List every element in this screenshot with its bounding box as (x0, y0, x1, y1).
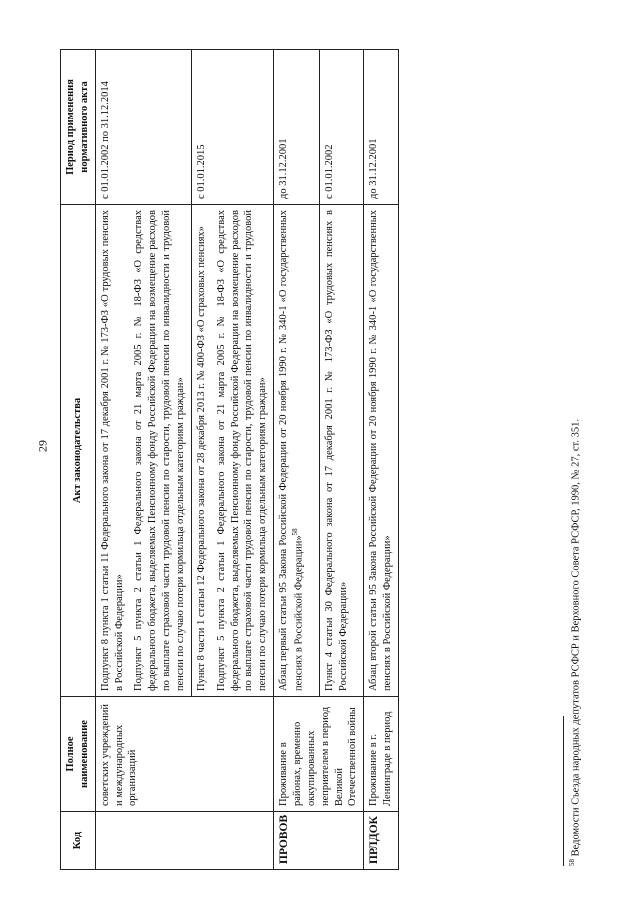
name-cell: Проживание в г. Ленинграде в период (364, 697, 399, 812)
act-text: Пункт 8 части 1 статьи 12 Федерального закона от 28 декабря 2013 г. № 400-ФЗ «О страховых пенсиях» (195, 226, 207, 691)
period-cell: до 31.12.2001 (364, 50, 399, 205)
act-cell (274, 205, 320, 697)
legislation-table (60, 49, 399, 870)
name-cell: советских учреждений и международных организаций (95, 697, 273, 812)
header-full-name: Полное наименование (61, 697, 96, 812)
code-cell (95, 812, 273, 870)
rotated-page-content (60, 50, 600, 870)
name-cell: Проживание в районах, временно оккупированных неприятелем в период Великой Отечественной войны (274, 697, 364, 812)
act-cell (364, 205, 399, 697)
act-cell (191, 205, 273, 697)
code-cell: ПРОВОВ (274, 812, 364, 870)
period-cell: с 01.01.2015 (191, 50, 273, 205)
act-text: Пункт 4 статьи 30 Федерального закона от 17 декабря 2001 г. № 173-ФЗ «О трудовых пенсиях в Российской Федерации» (324, 210, 350, 691)
page-number: 29 (35, 440, 50, 452)
footnote-ref: 58 (291, 528, 300, 536)
table-row (274, 50, 320, 870)
table-row (364, 50, 399, 870)
act-text: Абзац второй статьи 95 Закона Российской Федерации от 20 ноября 1990 г. № 340-1 «О государственных пенсиях в Российской Федерации» (368, 210, 394, 691)
header-act: Акт законодательства (61, 205, 96, 697)
footnote-divider (563, 716, 564, 866)
period-cell: до 31.12.2001 (274, 50, 320, 205)
act-text: Подпункт 5 пункта 2 статьи 1 Федерального закона от 21 марта 2005 г. № 18-ФЗ «О средствах федерального бюджета, выделяемых Пенсионному фонду Российской Федерации на возмещение расходов по выплате страховой части трудовой пенсии по старости, трудовой пенсии по инвалидности и трудовой пенсии по случаю потери кормильца отдельным категориям граждан» (215, 210, 269, 691)
footnote-number: 58 (568, 859, 576, 866)
header-code: Код (61, 812, 96, 870)
period-cell: с 01.01.2002 по 31.12.2014 (95, 50, 191, 205)
header-period: Период применения нормативного акта (61, 50, 96, 205)
act-cell (95, 205, 191, 697)
code-cell: ПРЛДОК (364, 812, 399, 870)
act-text: Подпункт 8 пункта 1 статьи 11 Федерального закона от 17 декабря 2001 г. № 173-ФЗ «О трудовых пенсиях в Российской Федерации» (99, 210, 125, 691)
footnote-text: Ведомости Съезда народных депутатов РСФСР и Верховного Совета РСФСР, 1990, № 27, ст. 351. (570, 419, 582, 857)
table-header-row (61, 50, 96, 870)
act-text: Подпункт 5 пункта 2 статьи 1 Федерального закона от 21 марта 2005 г. № 18-ФЗ «О средствах федерального бюджета, выделяемых Пенсионному фонду Российской Федерации на возмещение расходов по выплате страховой части трудовой пенсии по старости, трудовой пенсии по инвалидности и трудовой пенсии по случаю потери кормильца отдельным категориям граждан» (133, 210, 187, 691)
table-row (95, 50, 191, 870)
footnote (568, 166, 582, 866)
act-text: Абзац первый статьи 95 Закона Российской Федерации от 20 ноября 1990 г. № 340-1 «О государственных пенсиях в Российской Федерации» (278, 210, 305, 691)
act-cell (320, 205, 364, 697)
period-cell: с 01.01.2002 (320, 50, 364, 205)
